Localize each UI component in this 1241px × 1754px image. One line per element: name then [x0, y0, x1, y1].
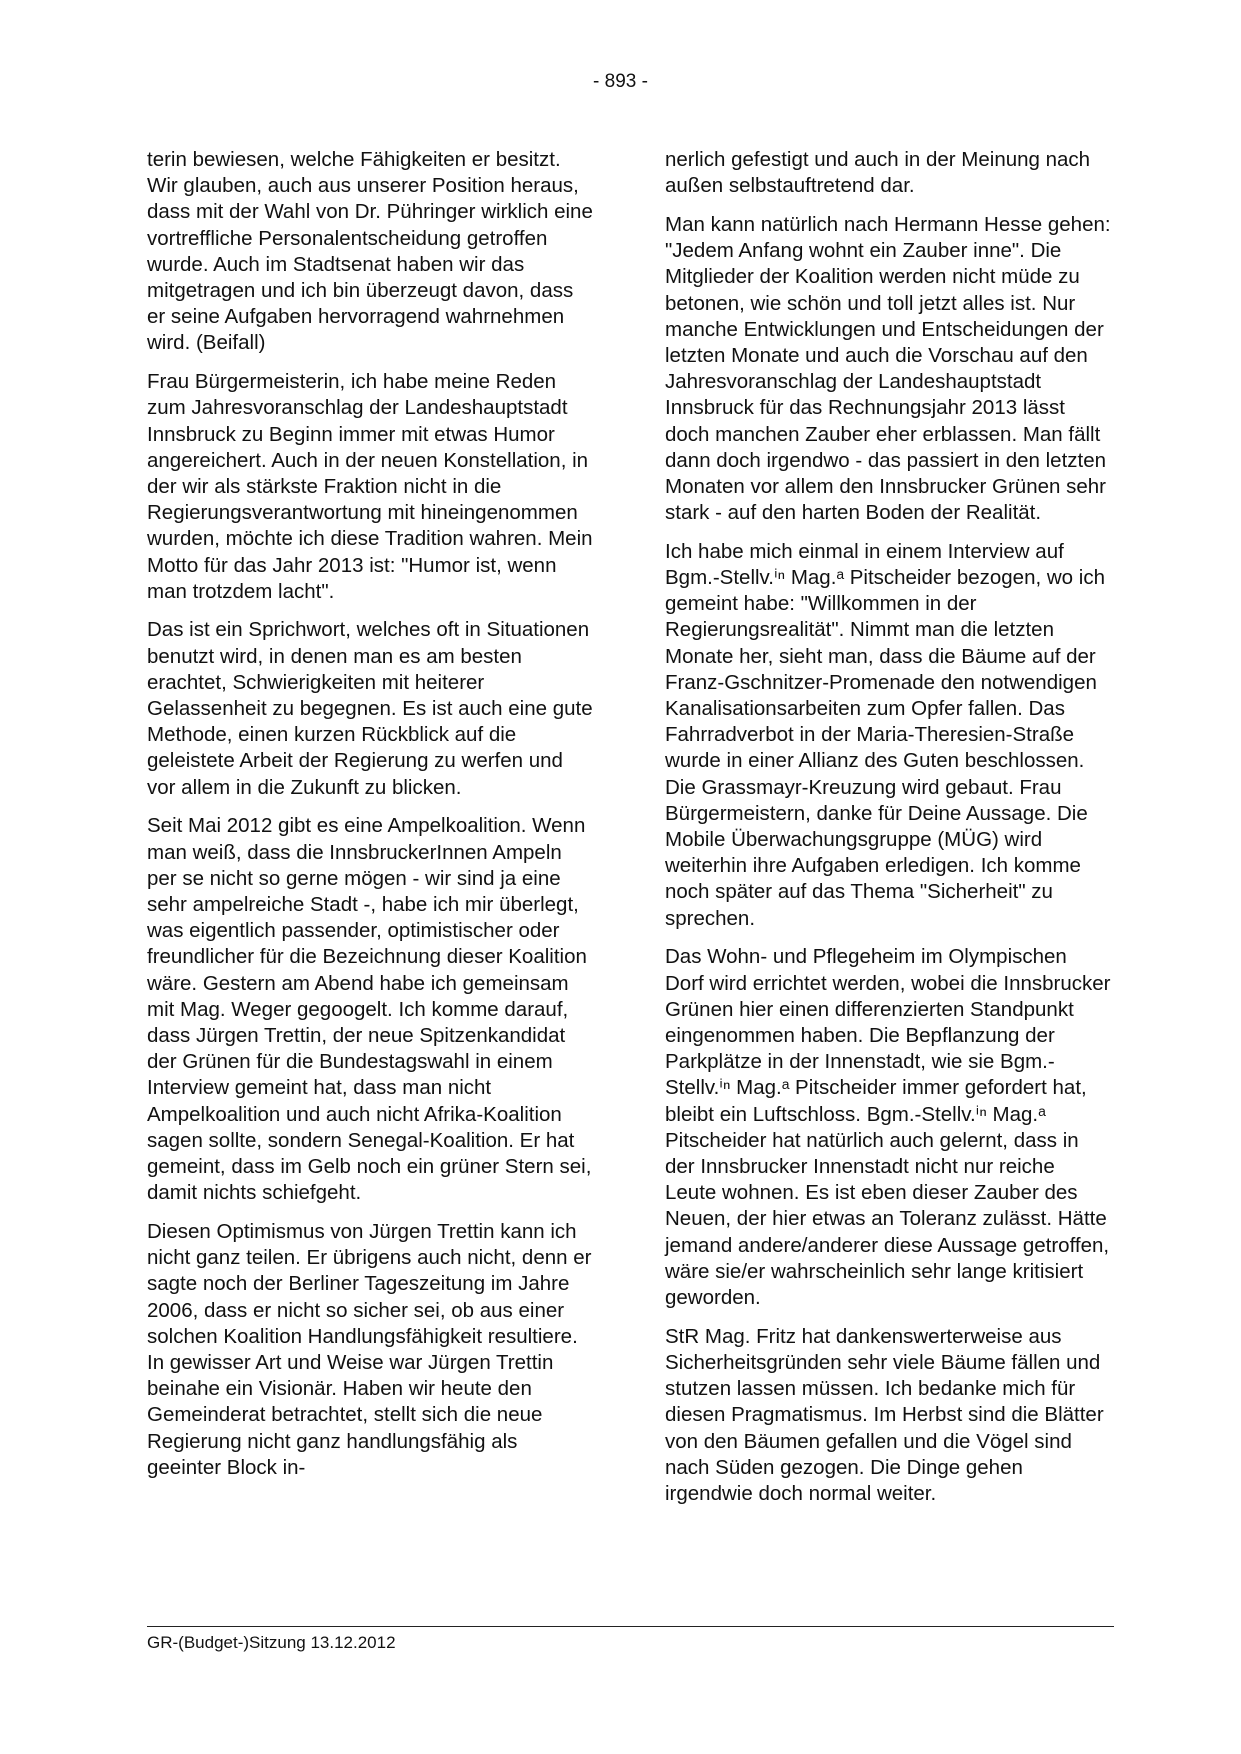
right-column [665, 147, 1111, 1520]
paragraph: Ich habe mich einmal in einem Interview auf Bgm.-Stellv.ⁱⁿ Mag.ᵃ Pitscheider bezogen, wo ich gemeint habe: "Willkommen in der Regierungsrealität". Nimmt man die letzten Monate her, sieht man, dass die Bäume auf der Franz-Gschnitzer-Promenade den notwendigen Kanalisationsarbeiten zum Opfer fallen. Das Fahrradverbot in der Maria-Theresien-Straße wurde in einer Allianz des Guten beschlossen. Die Grassmayr-Kreuzung wird gebaut. Frau Bürgermeistern, danke für Deine Aussage. Die Mobile Überwachungsgruppe (MÜG) wird weiterhin ihre Aufgaben erledigen. Ich komme noch später auf das Thema "Sicherheit" zu sprechen. [665, 539, 1105, 930]
footer-divider [147, 1626, 1114, 1627]
footer-text: GR-(Budget-)Sitzung 13.12.2012 [147, 1633, 396, 1652]
paragraph: StR Mag. Fritz hat dankenswerterweise aus Sicherheitsgründen sehr viele Bäume fällen und stutzen lassen müssen. Ich bedanke mich für diesen Pragmatismus. Im Herbst sind die Blätter von den Bäumen gefallen und die Vögel sind nach Süden gezogen. Die Dinge gehen irgendwie doch normal weiter. [665, 1324, 1104, 1505]
paragraph: Das Wohn- und Pflegeheim im Olympischen Dorf wird errichtet werden, wobei die Innsbrucker Grünen hier einen differenzierten Standpunkt eingenommen haben. Die Bepflanzung der Parkplätze in der Innenstadt, wie sie Bgm.-Stellv.ⁱⁿ Mag.ᵃ Pitscheider immer gefordert hat, bleibt ein Luftschloss. Bgm.-Stellv.ⁱⁿ Mag.ᵃ Pitscheider hat natürlich auch gelernt, dass in der Innsbrucker Innenstadt nicht nur reiche Leute wohnen. Es ist eben dieser Zauber des Neuen, der hier etwas an Toleranz zulässt. Hätte jemand andere/anderer diese Aussage getroffen, wäre sie/er wahrscheinlich sehr lange kritisiert geworden. [665, 945, 1111, 1310]
left-column [147, 147, 593, 1493]
paragraph: terin bewiesen, welche Fähigkeiten er besitzt. Wir glauben, auch aus unserer Position heraus, dass mit der Wahl von Dr. Pühringer wirklich eine vortreffliche Personalentscheidung getroffen wurde. Auch im Stadtsenat haben wir das mitgetragen und ich bin überzeugt davon, dass er seine Aufgaben hervorragend wahrnehmen wird. (Beifall) [147, 148, 593, 355]
paragraph: Man kann natürlich nach Hermann Hesse gehen: "Jedem Anfang wohnt ein Zauber inne". Die Mitglieder der Koalition werden nicht müde zu betonen, wie schön und toll jetzt alles ist. Nur manche Entwicklungen und Entscheidungen der letzten Monate und auch die Vorschau auf den Jahresvoranschlag der Landeshauptstadt Innsbruck für das Rechnungsjahr 2013 lässt doch manchen Zauber eher erblassen. Man fällt dann doch irgendwo - das passiert in den letzten Monaten vor allem den Innsbrucker Grünen sehr stark - auf den harten Boden der Realität. [665, 212, 1111, 525]
paragraph: nerlich gefestigt und auch in der Meinung nach außen selbstauftretend dar. [665, 148, 1091, 198]
paragraph: Seit Mai 2012 gibt es eine Ampelkoalition. Wenn man weiß, dass die InnsbruckerInnen Ampeln per se nicht so gerne mögen - wir sind ja eine sehr ampelreiche Stadt -, habe ich mir überlegt, was eigentlich passender, optimistischer oder freundlicher für die Bezeichnung dieser Koalition wäre. Gestern am Abend habe ich gemeinsam mit Mag. Weger gegoogelt. Ich komme darauf, dass Jürgen Trettin, der neue Spitzenkandidat der Grünen für die Bundestagswahl in einem Interview gemeint hat, dass man nicht Ampelkoalition und auch nicht Afrika-Koalition sagen sollte, sondern Senegal-Koalition. Er hat gemeint, dass im Gelb noch ein grüner Stern sei, damit nichts schiefgeht. [147, 814, 592, 1205]
page-number: - 893 - [593, 71, 648, 92]
paragraph: Das ist ein Sprichwort, welches oft in Situationen benutzt wird, in denen man es am besten erachtet, Schwierigkeiten mit heiterer Gelassenheit zu begegnen. Es ist auch eine gute Methode, einen kurzen Rückblick auf die geleistete Arbeit der Regierung zu werfen und vor allem in die Zukunft zu blicken. [147, 618, 593, 799]
paragraph: Frau Bürgermeisterin, ich habe meine Reden zum Jahresvoranschlag der Landeshauptstadt Innsbruck zu Beginn immer mit etwas Humor angereichert. Auch in der neuen Konstellation, in der wir als stärkste Fraktion nicht in die Regierungsverantwortung mit hineingenommen wurden, möchte ich diese Tradition wahren. Mein Motto für das Jahr 2013 ist: "Humor ist, wenn man trotzdem lacht". [147, 370, 593, 603]
paragraph: Diesen Optimismus von Jürgen Trettin kann ich nicht ganz teilen. Er übrigens auch nicht, denn er sagte noch der Berliner Tageszeitung im Jahre 2006, dass er nicht so sicher sei, ob aus einer solchen Koalition Handlungsfähigkeit resultiere. In gewisser Art und Weise war Jürgen Trettin beinahe ein Visionär. Haben wir heute den Gemeinderat betrachtet, stellt sich die neue Regierung nicht ganz handlungsfähig als geeinter Block in- [147, 1219, 592, 1479]
